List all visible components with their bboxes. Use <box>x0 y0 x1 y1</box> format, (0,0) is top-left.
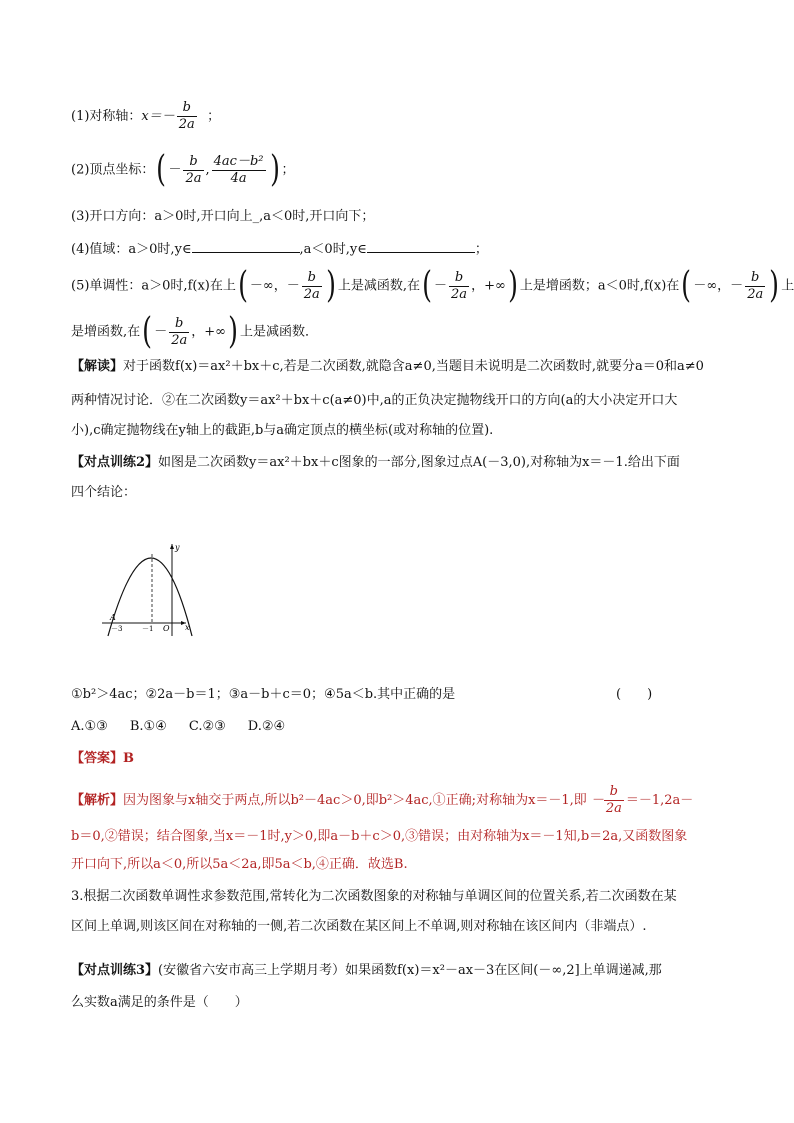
interpretation-line2: 两种情况讨论．②在二次函数y＝ax²＋bx＋c(a≠0)中,a的正负决定抛物线开口的方向(a的大小决定开口大 <box>71 393 678 408</box>
exercise3-line1: 【对点训练3】(安徽省六安市高三上学期月考）如果函数f(x)＝x²－ax－3在区间(－∞,2]上单调递减,那 <box>71 963 662 978</box>
fraction-vertex-x: $\frac{b}{2a}$ <box>185 153 202 186</box>
interpretation-line3: 小),c确定抛物线在y轴上的截距,b与a确定顶点的横坐标(或对称轴的位置). <box>71 423 494 438</box>
item-axis-expr: x＝－ <box>141 109 175 124</box>
fraction-vertex-y: $\frac{\text{4ac－b²}}{4a}$ <box>213 153 264 186</box>
item-axis: (1)对称轴：x＝－ $\frac{b}{2a}$ ； <box>71 100 221 132</box>
y-axis-label: y <box>175 543 180 552</box>
analysis-tag: 【解析】 <box>71 793 124 808</box>
section3-line2: 区间上单调,则该区间在对称轴的一侧,若二次函数在某区间上不单调,则对称轴在该区间内（非端点）. <box>71 919 647 934</box>
section3-line1: 3.根据二次函数单调性求参数范围,常转化为二次函数图象的对称轴与单调区间的位置关系,若二次函数在某 <box>71 889 677 904</box>
analysis-fraction: － $\frac{b}{2a}$ <box>590 784 622 816</box>
option-b: B.①④ <box>129 719 167 734</box>
item-monotonicity-line2: 是增函数,在( － $\frac{b}{2a}$ ，+∞) 上是减函数． <box>71 311 319 352</box>
point-a-label: A <box>110 613 116 622</box>
option-d: D.②④ <box>247 719 286 734</box>
analysis-line1: 【解析】因为图象与x轴交于两点,所以b²－4ac＞0,即b²＞4ac,①正确;对称轴为x＝－1,即 － $\frac{b}{2a}$ ＝－1,2a－ <box>71 784 694 816</box>
item-opening: (3)开口方向：a＞0时,开口向上_,a＜0时,开口向下； <box>71 209 375 224</box>
tick-neg3: －3 <box>111 625 123 633</box>
interpretation-line1: 【解读】对于函数f(x)＝ax²＋bx＋c,若是二次函数,就隐含a≠0,当题目未说明是二次函数时,就要分a＝0和a≠0 <box>71 359 704 374</box>
y-axis-arrow <box>170 544 174 549</box>
item-range: (4)值域：a＞0时,y∈ ,a＜0时,y∈ ； <box>71 242 488 257</box>
exercise2-tag: 【对点训练2】 <box>71 455 159 470</box>
exercise2-options <box>71 718 307 736</box>
option-a: A.①③ <box>71 719 108 734</box>
exercise2-answer: 【答案】B <box>71 751 134 766</box>
tick-neg1: －1 <box>142 625 154 633</box>
option-c: C.②③ <box>188 719 226 734</box>
analysis-line2: b＝0,②错误；结合图象,当x＝－1时,y＞0,即a－b＋c＞0,③错误；由对称轴为x＝－1知,b＝2a,又函数图象 <box>71 829 688 844</box>
origin-label: O <box>163 624 170 633</box>
interpretation-tag: 【解读】 <box>71 359 124 374</box>
exercise3-tag: 【对点训练3】 <box>71 963 159 978</box>
exercise2-line2: 四个结论： <box>71 485 137 500</box>
exercise2-line1: 【对点训练2】如图是二次函数y＝ax²＋bx＋c图象的一部分,图象过点A(－3,0),对称轴为x＝－1.给出下面 <box>71 455 680 470</box>
parabola-figure <box>100 538 200 638</box>
blank-range-2 <box>367 240 475 253</box>
exercise3-line2: 么实数a满足的条件是（ ） <box>71 995 248 1010</box>
blank-range-1 <box>192 240 300 253</box>
exercise2-statements: ①b²＞4ac；②2a－b＝1；③a－b＋c＝0；④5a＜b.其中正确的是 ( ) <box>71 687 653 702</box>
answer-paren: ( ) <box>616 687 653 702</box>
item-vertex: (2)顶点坐标：( － $\frac{b}{2a}$ , $\frac{\text{4ac－b²}}{4a}$ ) ； <box>71 149 295 190</box>
item-monotonicity: (5)单调性：a＞0时,f(x)在上( －∞，－ $\frac{b}{2a}$ ) 上是减函数,在( － $\frac{b}{2a}$ ，+∞) 上是增函数；a＜0时,f(x)在( －∞，－ $\frac{b}{2a}$ ) 上 <box>71 265 794 306</box>
analysis-line3: 开口向下,所以a＜0,所以5a＜2a,即5a＜b,④正确．故选B. <box>71 857 408 872</box>
x-axis-label: x <box>185 623 190 632</box>
item-axis-label: (1)对称轴： <box>71 109 142 124</box>
item-vertex-label: (2)顶点坐标： <box>71 162 155 178</box>
fraction-b-over-2a: $\frac{b}{2a}$ <box>178 100 195 132</box>
